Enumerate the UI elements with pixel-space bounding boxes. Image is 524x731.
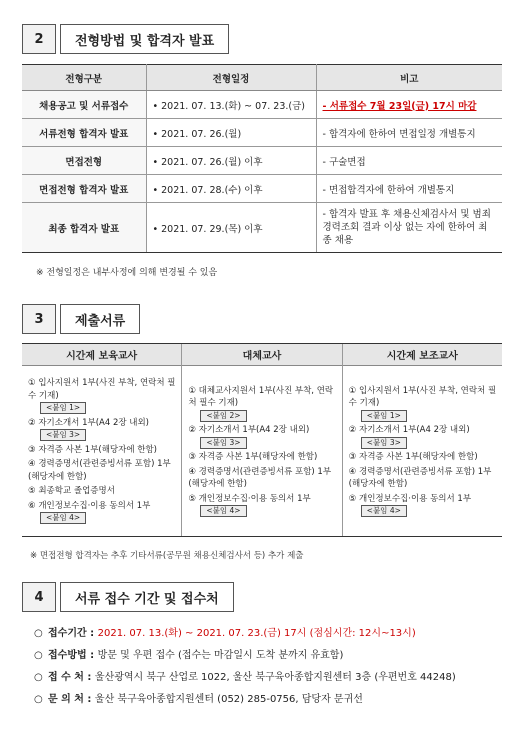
row-date: • 2021. 07. 13.(화) ~ 07. 23.(금) [146,91,316,119]
column-header: 시간제 보육교사 [22,344,181,366]
row-date: • 2021. 07. 26.(월) [146,119,316,147]
doc-list [22,366,181,536]
info-location: ○ 접 수 처 : 울산광역시 북구 산업로 1022, 울산 북구육아종합지원센터 3층 (우편번호 44248) [34,672,456,683]
attachment-tag: <붙임 1> [361,410,407,422]
row-note: - 합격자에 한하여 면접일정 개별통지 [316,119,502,147]
section-4-header [22,582,234,612]
column-header: 시간제 보조교사 [343,344,502,366]
doc-item: ③ 자격증 사본 1부(해당자에 한함) [348,452,478,462]
circle-bullet-icon: ○ [34,694,43,705]
col-header: 전형구분 [22,65,146,91]
doc-item: ① 대체교사지원서 1부(사진 부착, 연락처 필수 기재) <붙임 2> [188,385,334,420]
documents-note: ※ 면접전형 합격자는 추후 기타서류(공무원 채용신체검사서 등) 추가 제출 [30,551,304,561]
section-number: 2 [22,24,56,54]
table-row [22,119,502,147]
attachment-tag: <붙임 3> [40,429,86,441]
row-date: • 2021. 07. 29.(목) 이후 [146,203,316,253]
attachment-tag: <붙임 3> [200,437,246,449]
doc-item: ④ 경력증명서(관련증빙서류 포함) 1부 (해당자에 한함) [188,466,332,489]
col-header: 전형일정 [146,65,316,91]
doc-item: ① 입사지원서 1부(사진 부착, 연락처 필수 기재) <붙임 1> [348,385,497,420]
schedule-table [22,64,502,253]
doc-item: ⑤ 개인정보수집·이용 동의서 1부 <붙임 4> [348,493,472,515]
circle-bullet-icon: ○ [34,672,43,683]
row-note [316,91,502,119]
doc-item: ① 입사지원서 1부(사진 부착, 연락처 필수 기재) <붙임 1> [28,378,176,413]
doc-item: ⑤ 최종학교 졸업증명서 [28,486,115,497]
row-date: • 2021. 07. 28.(수) 이후 [146,175,316,203]
doc-list [182,366,341,536]
column-header: 대체교사 [182,344,341,366]
deadline-highlight: - 서류접수 7월 23일(금) 17시 마감 [322,100,477,112]
circle-bullet-icon: ○ [34,628,43,639]
row-type: 면접전형 합격자 발표 [22,175,146,203]
row-type: 최종 합격자 발표 [22,203,146,253]
row-type: 면접전형 [22,147,146,175]
docs-column-parttime-teacher [22,344,181,536]
attachment-tag: <붙임 4> [40,512,86,524]
table-row [22,175,502,203]
attachment-tag: <붙임 2> [200,410,246,422]
info-contact: ○ 문 의 처 : 울산 북구육아종합지원센터 (052) 285-0756, 담당자 문귀선 [34,694,363,705]
section-number: 4 [22,582,56,612]
period-value: 2021. 07. 13.(화) ~ 2021. 07. 23.(금) 17시 (점심시간: 12시~13시) [97,628,416,639]
doc-item: ⑤ 개인정보수집·이용 동의서 1부 <붙임 4> [188,493,311,515]
section-title: 서류 접수 기간 및 접수처 [60,582,234,612]
docs-column-substitute-teacher [181,344,341,536]
section-3-header [22,304,140,334]
documents-table [22,343,502,537]
row-type: 서류전형 합격자 발표 [22,119,146,147]
col-header: 비고 [316,65,502,91]
info-method: ○ 접수방법 : 방문 및 우편 접수 (접수는 마감일시 도착 분까지 유효함) [34,650,344,661]
info-period: ○ 접수기간 : 2021. 07. 13.(화) ~ 2021. 07. 23.(금) 17시 (점심시간: 12시~13시) [34,628,416,639]
section-title: 제출서류 [60,304,140,334]
doc-item: ④ 경력증명서(관련증빙서류 포함) 1부 (해당자에 한함) [348,466,492,489]
row-type: 채용공고 및 서류접수 [22,91,146,119]
doc-item: ⑥ 개인정보수집·이용 동의서 1부 <붙임 4> [28,500,151,523]
row-date: • 2021. 07. 26.(월) 이후 [146,147,316,175]
doc-item: ② 자기소개서 1부(A4 2장 내외) <붙임 3> [28,417,149,440]
table-row [22,91,502,119]
schedule-note: ※ 전형일정은 내부사정에 의해 변경될 수 있음 [36,268,218,278]
doc-item: ③ 자격증 사본 1부(해당자에 한함) [188,452,318,462]
row-note: - 면접합격자에 한하여 개별통지 [316,175,502,203]
section-title: 전형방법 및 합격자 발표 [60,24,229,54]
doc-item: ③ 자격증 사본 1부(해당자에 한함) [28,444,158,455]
docs-column-assistant-teacher [342,344,502,536]
attachment-tag: <붙임 4> [361,505,407,517]
section-2-header [22,24,229,54]
table-row [22,203,502,253]
attachment-tag: <붙임 3> [361,437,407,449]
row-note: - 합격자 발표 후 채용신체검사서 및 범죄경력조회 결과 이상 없는 자에 한하여 최종 채용 [316,203,502,253]
doc-item: ② 자기소개서 1부(A4 2장 내외) <붙임 3> [348,425,470,447]
doc-list [343,366,502,536]
circle-bullet-icon: ○ [34,650,43,661]
doc-item: ④ 경력증명서(관련증빙서류 포함) 1부 (해당자에 한함) [28,459,171,482]
attachment-tag: <붙임 1> [40,402,86,414]
table-row [22,147,502,175]
row-note: - 구술면접 [316,147,502,175]
section-number: 3 [22,304,56,334]
attachment-tag: <붙임 4> [200,505,246,517]
doc-item: ② 자기소개서 1부(A4 2장 내외) <붙임 3> [188,425,310,447]
